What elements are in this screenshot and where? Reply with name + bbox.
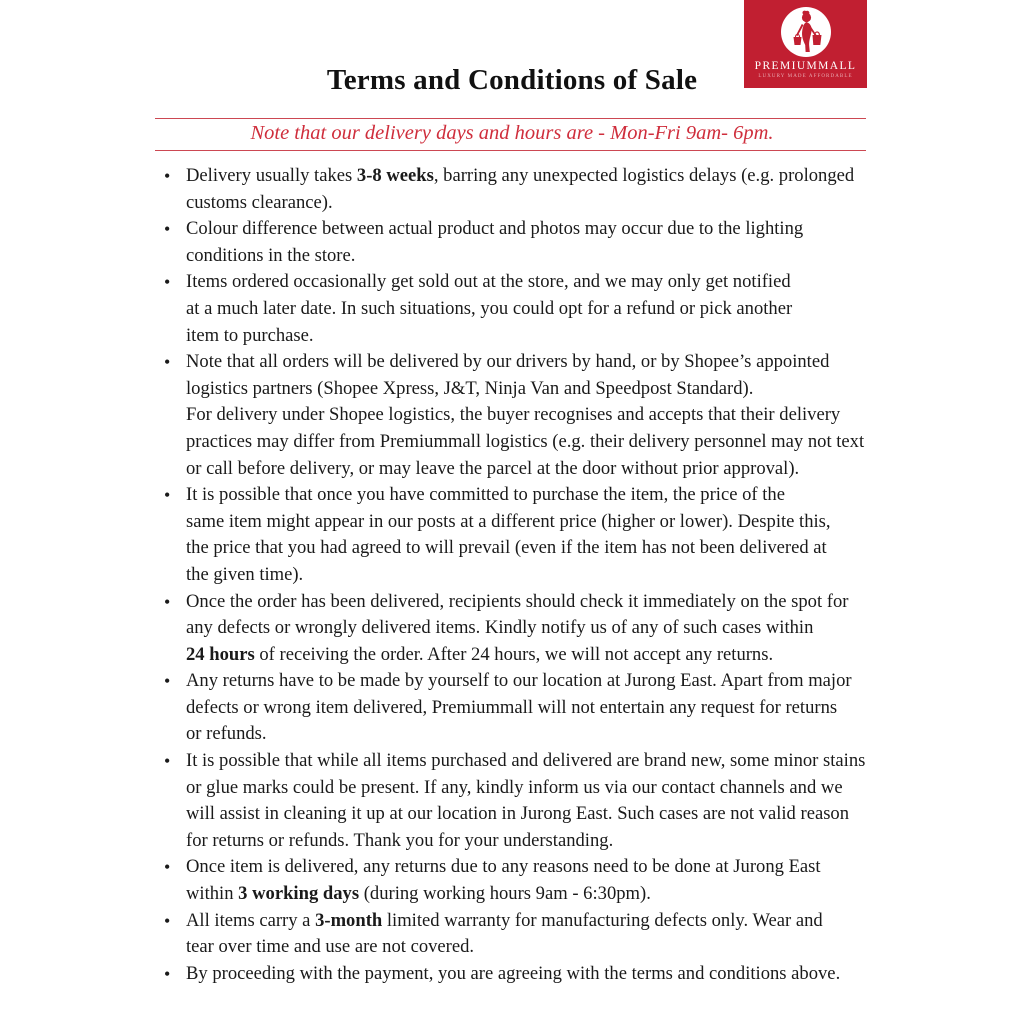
term-item: • Once the order has been delivered, recipients should check it immediately on the spot for any defects or wrongly delivered items. Kindly notify us of any of such cases within 24 hours of receiving the order. After 24 hours, we will not accept any returns.: [163, 589, 894, 669]
page-title: Terms and Conditions of Sale: [326, 64, 698, 96]
term-item: • Any returns have to be made by yourself to our location at Jurong East. Apart from major defects or wrong item delivered, Premiummall will not entertain any request for returns or refunds.: [163, 668, 894, 748]
term-item: • Items ordered occasionally get sold out at the store, and we may only get notified at a much later date. In such situations, you could opt for a refund or pick another item to purchase.: [163, 269, 894, 349]
term-item: • All items carry a 3-month limited warranty for manufacturing defects only. Wear and tear over time and use are not covered.: [163, 908, 894, 961]
brand-name: PREMIUMMALL: [754, 60, 857, 72]
term-item: • Once item is delivered, any returns due to any reasons need to be done at Jurong East within 3 working days (during working hours 9am - 6:30pm).: [163, 854, 894, 907]
term-item: • It is possible that while all items purchased and delivered are brand new, some minor stains or glue marks could be present. If any, kindly inform us via our contact channels and we will assist in cleaning it up at our location in Jurong East. Such cases are not valid reason for returns or refunds. Thank you for your understanding.: [163, 748, 894, 854]
terms-list: [0, 163, 1024, 987]
delivery-notice: Note that our delivery days and hours are - Mon-Fri 9am- 6pm.: [250, 122, 774, 144]
term-item: • Note that all orders will be delivered by our drivers by hand, or by Shopee’s appointed logistics partners (Shopee Xpress, J&T, Ninja Van and Speedpost Standard). For delivery under Shopee logistics, the buyer recognises and accepts that their delivery practices may differ from Premiummall logistics (e.g. their delivery personnel may not text or call before delivery, or may leave the parcel at the door without prior approval).: [163, 349, 894, 482]
divider-bottom: [155, 150, 866, 151]
brand-logo: [744, 0, 867, 88]
term-item: • It is possible that once you have committed to purchase the item, the price of the same item might appear in our posts at a different price (higher or lower). Despite this, the price that you had agreed to will prevail (even if the item has not been delivered at the given time).: [163, 482, 894, 588]
term-item: • By proceeding with the payment, you are agreeing with the terms and conditions above.: [163, 961, 894, 988]
woman-shopper-icon: [780, 6, 832, 58]
term-item: • Delivery usually takes 3-8 weeks, barring any unexpected logistics delays (e.g. prolonged customs clearance).: [163, 163, 894, 216]
term-item: • Colour difference between actual product and photos may occur due to the lighting conditions in the store.: [163, 216, 894, 269]
brand-tagline: LUXURY MADE AFFORDABLE: [758, 73, 853, 79]
